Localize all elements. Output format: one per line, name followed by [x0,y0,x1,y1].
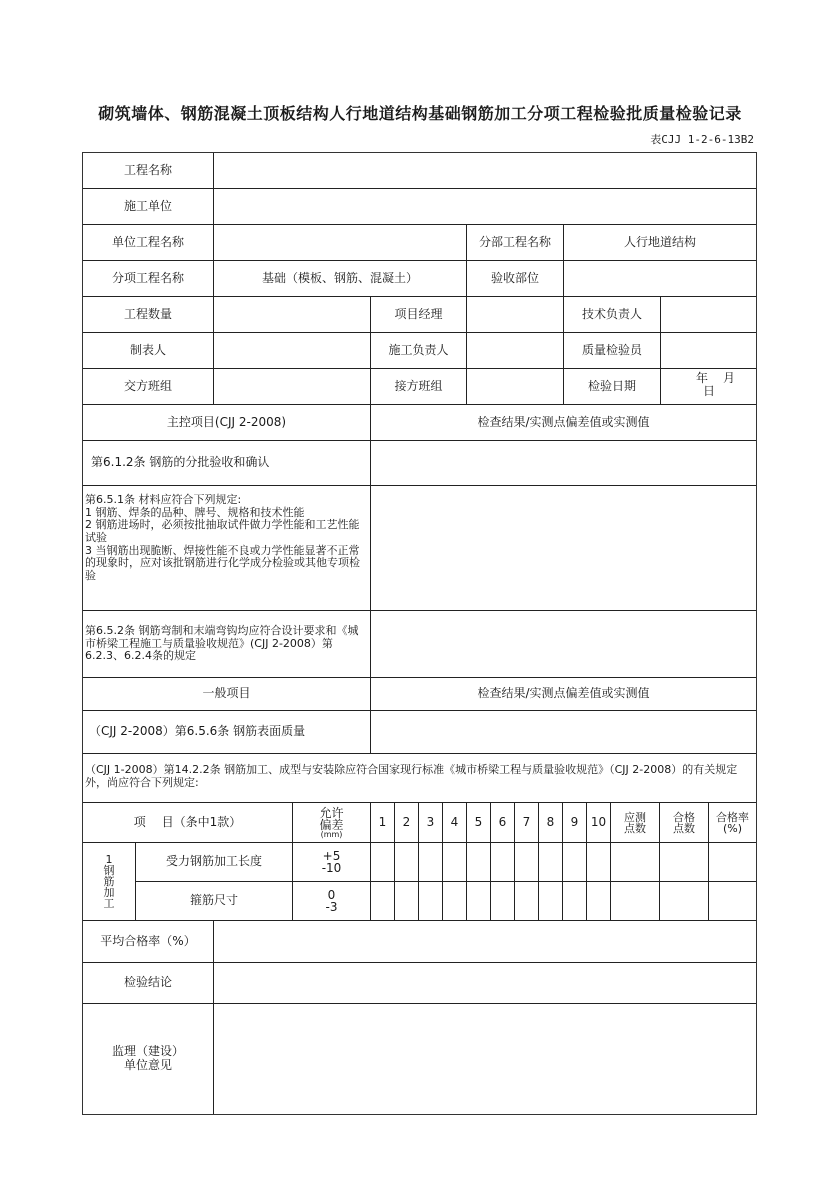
tabulator-label: 制表人 [82,332,214,369]
measure-point-cell[interactable] [562,842,587,882]
rate-cell[interactable] [708,881,757,921]
col-tolerance-header [292,802,371,843]
measure-point-cell[interactable] [466,881,491,921]
rate-cell[interactable] [708,842,757,882]
quality-inspector-label: 质量检验员 [563,332,661,369]
measure-point-cell[interactable] [418,842,443,882]
general-result-heading: 检查结果/实测点偏差值或实测值 [370,677,757,711]
conclusion-label: 检验结论 [82,962,214,1004]
main-control-result-heading: 检查结果/实测点偏差值或实测值 [370,404,757,441]
group-label-rebar-processing: 1 钢 筋 加 工 [82,842,136,921]
col-point-header: 6 [490,802,515,843]
measure-point-cell[interactable] [490,881,515,921]
unit-project-field[interactable] [213,224,467,261]
main-control-item-3: 第6.5.2条 钢筋弯制和末端弯钩均应符合设计要求和《城市桥梁工程施工与质量验收规范》(CJJ 2-2008）第6.2.3、6.2.4条的规定 [82,610,371,678]
measure-point-cell[interactable] [418,881,443,921]
measure-point-cell[interactable] [562,881,587,921]
col-qualified-header: 合格 点数 [659,802,709,843]
col-item-header: 项 目（条中1款） [82,802,293,843]
col-rate-header: 合格率 (%) [708,802,757,843]
date-day: 日 [703,384,716,398]
col-point-header: 10 [586,802,611,843]
project-name-field[interactable] [213,152,757,189]
tabulator-field[interactable] [213,332,371,369]
project-manager-label: 项目经理 [370,296,467,333]
measure-row-2-tolerance: 0 -3 [292,881,371,921]
col-point-header: 7 [514,802,539,843]
conclusion-field[interactable] [213,962,757,1004]
construction-unit-label: 施工单位 [82,188,214,225]
main-control-result-2[interactable] [370,485,757,611]
col-should-measure-header: 应测 点数 [610,802,660,843]
col-tolerance-unit: (mm) [320,829,343,839]
should-measure-cell[interactable] [610,881,660,921]
inspection-date-field[interactable] [660,368,757,405]
measure-point-cell[interactable] [466,842,491,882]
col-point-header: 9 [562,802,587,843]
quality-inspector-field[interactable] [660,332,757,369]
measure-point-cell[interactable] [586,842,611,882]
project-name-label: 工程名称 [82,152,214,189]
unit-project-label: 单位工程名称 [82,224,214,261]
construction-lead-field[interactable] [466,332,564,369]
measure-row-1-name: 受力钢筋加工长度 [135,842,293,882]
col-point-header: 2 [394,802,419,843]
avg-rate-label: 平均合格率（%） [82,920,214,963]
col-point-header: 4 [442,802,467,843]
construction-lead-label: 施工负责人 [370,332,467,369]
measure-point-cell[interactable] [490,842,515,882]
division-project-label: 分部工程名称 [466,224,564,261]
main-control-result-3[interactable] [370,610,757,678]
col-point-header: 5 [466,802,491,843]
col-point-header: 8 [538,802,563,843]
measure-point-cell[interactable] [442,842,467,882]
construction-unit-field[interactable] [213,188,757,225]
technical-lead-field[interactable] [660,296,757,333]
supervision-field[interactable] [213,1003,757,1115]
acceptance-part-field[interactable] [563,260,757,297]
main-control-result-1[interactable] [370,440,757,486]
quantity-field[interactable] [213,296,371,333]
measure-point-cell[interactable] [514,842,539,882]
date-month: 月 [723,371,736,385]
general-heading: 一般项目 [82,677,371,711]
general-result-surface[interactable] [370,710,757,754]
should-measure-cell[interactable] [610,842,660,882]
project-manager-field[interactable] [466,296,564,333]
measure-point-cell[interactable] [370,842,395,882]
handover-team-label: 交方班组 [82,368,214,405]
measure-point-cell[interactable] [538,881,563,921]
measure-row-2-name: 箍筋尺寸 [135,881,293,921]
general-note: （CJJ 1-2008）第14.2.2条 钢筋加工、成型与安装除应符合国家现行标准《城市桥梁工程与质量验收规范》（CJJ 2-2008）的有关规定外，尚应符合下列规定: [82,753,757,803]
inspection-date-label: 检验日期 [563,368,661,405]
main-control-item-1: 第6.1.2条 钢筋的分批验收和确认 [82,440,371,486]
receiving-team-label: 接方班组 [370,368,467,405]
supervision-label: 监理（建设） 单位意见 [82,1003,214,1115]
measure-point-cell[interactable] [394,842,419,882]
measure-point-cell[interactable] [442,881,467,921]
measure-row-1-tolerance: +5 -10 [292,842,371,882]
technical-lead-label: 技术负责人 [563,296,661,333]
avg-rate-field[interactable] [213,920,757,963]
division-project-field[interactable]: 人行地道结构 [563,224,757,261]
subitem-project-field[interactable]: 基础（模板、钢筋、混凝土） [213,260,467,297]
measure-point-cell[interactable] [538,842,563,882]
measure-point-cell[interactable] [514,881,539,921]
document-title: 砌筑墙体、钢筋混凝土顶板结构人行地道结构基础钢筋加工分项工程检验批质量检验记录 [98,104,742,123]
measure-point-cell[interactable] [394,881,419,921]
date-year: 年 [696,371,709,385]
qualified-cell[interactable] [659,842,709,882]
quantity-label: 工程数量 [82,296,214,333]
col-point-header: 3 [418,802,443,843]
col-tolerance-label: 允许 偏差 [319,805,344,832]
col-point-header: 1 [370,802,395,843]
handover-team-field[interactable] [213,368,371,405]
receiving-team-field[interactable] [466,368,564,405]
general-item-surface: （CJJ 2-2008）第6.5.6条 钢筋表面质量 [82,710,371,754]
form-code: 表CJJ 1-2-6-13B2 [650,133,754,146]
measure-point-cell[interactable] [370,881,395,921]
main-control-item-2: 第6.5.1条 材料应符合下列规定: 1 钢筋、焊条的品种、牌号、规格和技术性能 2 钢筋进场时，必须按批抽取试件做力学性能和工艺性能试验 3 当钢筋出现脆断、焊接性能不良或力学性能显著不正常的现象时，应对该批钢筋进行化学成分检验或其他专项检验 [82,485,371,611]
subitem-project-label: 分项工程名称 [82,260,214,297]
main-control-heading: 主控项目(CJJ 2-2008) [82,404,371,441]
acceptance-part-label: 验收部位 [466,260,564,297]
qualified-cell[interactable] [659,881,709,921]
measure-point-cell[interactable] [586,881,611,921]
